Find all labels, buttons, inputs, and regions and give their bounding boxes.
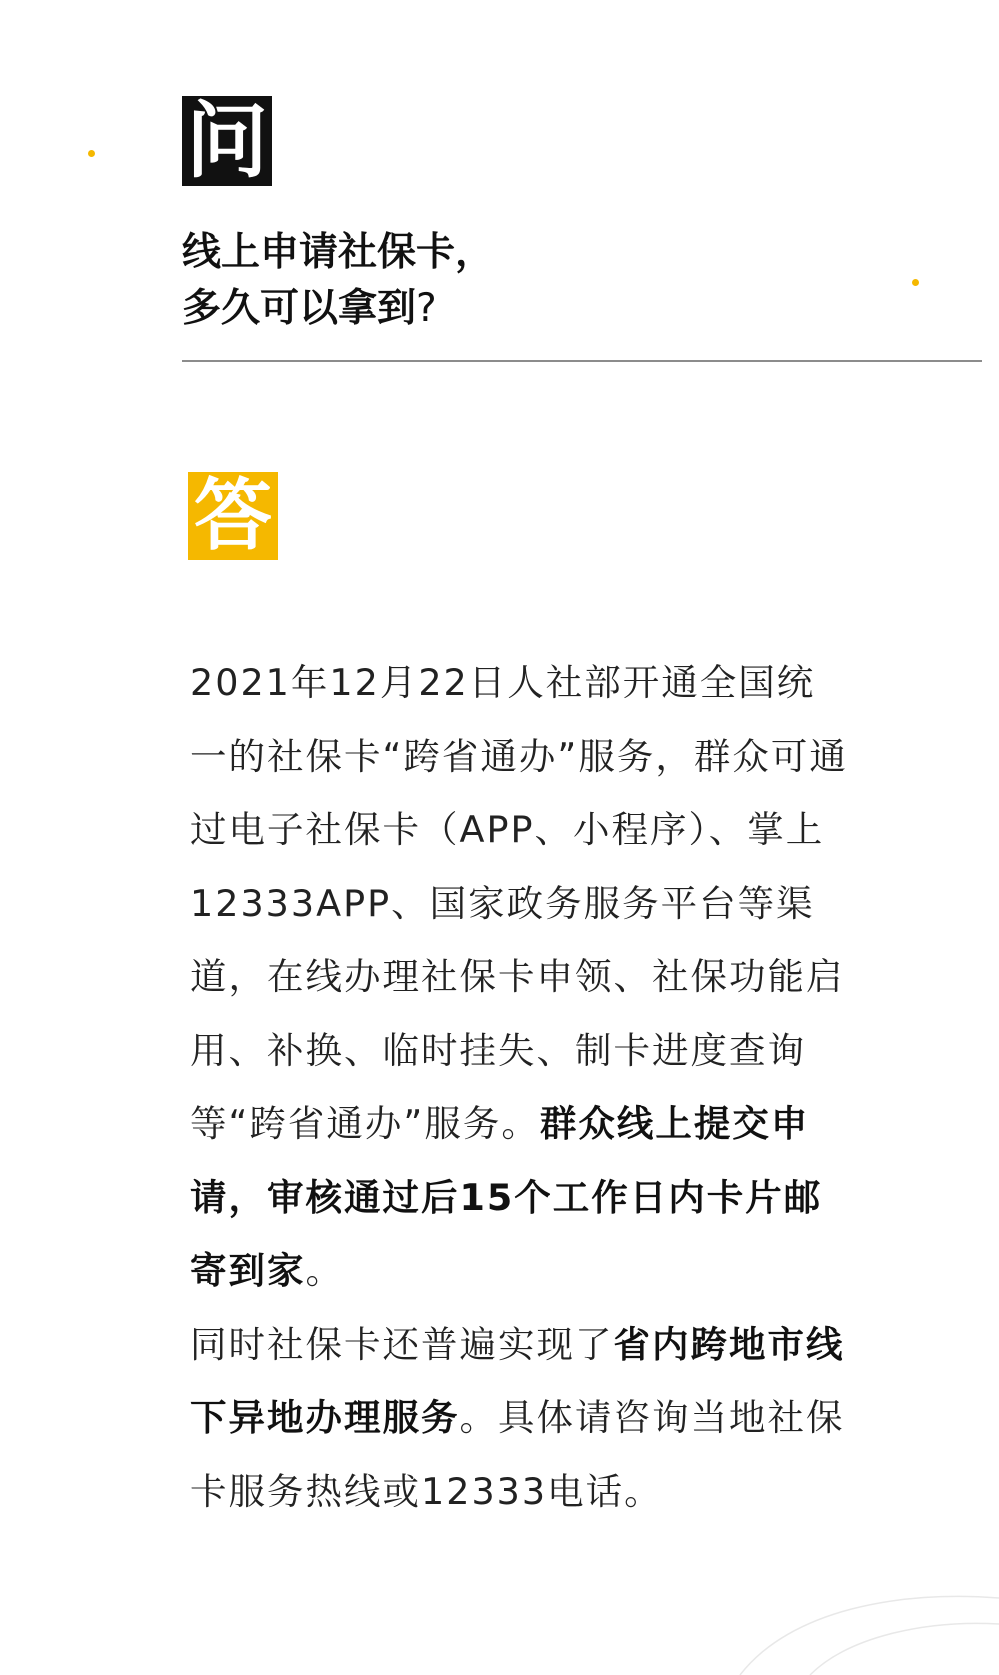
answer-p1-bold: 群众线上提交申请，审核通过后15个工作日内卡片邮寄到家 — [190, 1102, 823, 1292]
answer-body — [190, 646, 850, 1528]
answer-p1-text: 2021年12月22日人社部开通全国统一的社保卡“跨省通办”服务，群众可通过电子社保卡（APP、小程序）、掌上12333APP、国家政务服务平台等渠道，在线办理社保卡申领、社保功能启用、补换、临时挂失、制卡进度查询等“跨省通办”服务。 — [190, 661, 848, 1145]
question-title — [182, 225, 942, 337]
question-title-line2 — [182, 281, 942, 337]
question-badge: 问 — [182, 96, 272, 186]
answer-p2-text-b: 。具体请咨询当地社保卡服务热线或12333电话。 — [190, 1396, 845, 1513]
answer-p2-bold: 省内跨地市线下异地办理服务 — [190, 1322, 845, 1439]
question-mark: ? — [416, 286, 437, 331]
divider-line — [182, 360, 982, 362]
decorative-dot-left — [88, 150, 95, 157]
answer-badge: 答 — [188, 472, 278, 560]
answer-paragraph-1 — [190, 646, 850, 1308]
decorative-arcs — [700, 1580, 999, 1675]
answer-paragraph-2 — [190, 1308, 850, 1529]
question-title-line2-text: 多久可以拿到 — [182, 286, 417, 331]
answer-p2-text-a: 同时社保卡还普遍实现了 — [190, 1322, 614, 1366]
question-title-line1: 线上申请社保卡， — [182, 230, 495, 275]
answer-p1-end: 。 — [305, 1249, 344, 1292]
